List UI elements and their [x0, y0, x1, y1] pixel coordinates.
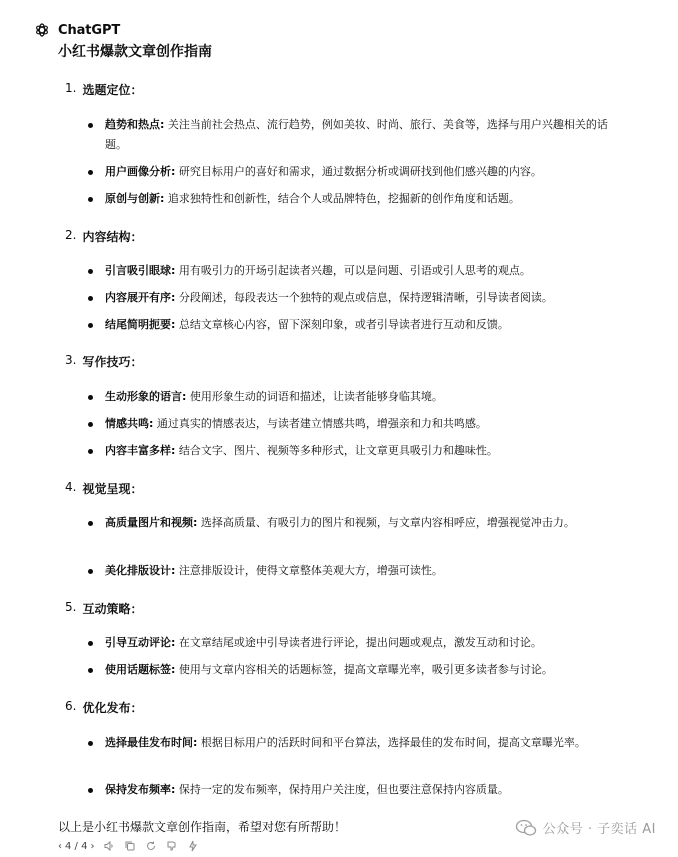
- closing-text: 以上是小红书爆款文章创作指南，希望对您有所帮助！: [58, 820, 347, 834]
- item-label: 原创与创新:: [105, 192, 165, 205]
- item-label: 生动形象的语言:: [105, 390, 187, 403]
- section-content-structure: [65, 228, 625, 245]
- item-text: 注意排版设计，使得文章整体美观大方，增强可读性。: [175, 564, 443, 577]
- list-item: [105, 261, 615, 281]
- item-label: 选择最佳发布时间:: [105, 736, 198, 749]
- section-heading: 视觉呈现：: [82, 482, 143, 496]
- chatgpt-logo-icon: [34, 22, 50, 38]
- item-text: 使用形象生动的词语和描述，让读者能够身临其境。: [186, 390, 443, 403]
- pager-label: 4 / 4: [65, 840, 88, 852]
- response-title: 小红书爆款文章创作指南: [58, 44, 212, 60]
- section-heading: 写作技巧：: [82, 355, 143, 369]
- prev-response-button[interactable]: ‹: [58, 840, 62, 852]
- item-label: 美化排版设计:: [105, 564, 176, 577]
- list-item: [105, 189, 615, 209]
- item-text: 用有吸引力的开场引起读者兴趣，可以是问题、引语或引人思考的观点。: [175, 264, 531, 277]
- item-text: 通过真实的情感表达，与读者建立情感共鸣，增强亲和力和共鸣感。: [153, 417, 487, 430]
- section-number: 6.: [65, 699, 77, 713]
- item-text: 总结文章核心内容，留下深刻印象，或者引导读者进行互动和反馈。: [175, 318, 509, 331]
- response-pager: [58, 841, 94, 852]
- section-number: 5.: [65, 600, 77, 614]
- item-label: 内容展开有序:: [105, 291, 176, 304]
- message-header: [34, 22, 120, 38]
- section-publish-optimization: [65, 699, 625, 716]
- list-item: [105, 561, 615, 581]
- list-item: [105, 387, 615, 407]
- section-number: 2.: [65, 228, 77, 242]
- thumbs-down-icon[interactable]: [166, 840, 178, 852]
- list-item: [105, 315, 615, 335]
- section-heading: 选题定位：: [82, 83, 143, 97]
- item-text: 结合文字、图片、视频等多种形式，让文章更具吸引力和趣味性。: [175, 444, 498, 457]
- item-label: 内容丰富多样:: [105, 444, 176, 457]
- list-item: [105, 115, 615, 155]
- list-item: [105, 414, 615, 434]
- list-item: [105, 441, 615, 461]
- model-switch-icon[interactable]: [187, 840, 199, 852]
- item-label: 高质量图片和视频:: [105, 516, 198, 529]
- item-label: 用户画像分析:: [105, 165, 176, 178]
- section-heading: 互动策略：: [82, 602, 143, 616]
- section-number: 1.: [65, 81, 77, 95]
- section-number: 3.: [65, 353, 77, 367]
- item-text: 关注当前社会热点、流行趋势，例如美妆、时尚、旅行、美食等，选择与用户兴趣相关的话题。: [105, 118, 608, 151]
- item-text: 研究目标用户的喜好和需求，通过数据分析或调研找到他们感兴趣的内容。: [175, 165, 542, 178]
- item-label: 保持发布频率:: [105, 783, 176, 796]
- item-label: 使用话题标签:: [105, 663, 176, 676]
- item-label: 引导互动评论:: [105, 636, 176, 649]
- watermark: [515, 818, 656, 837]
- section-topic-positioning: [65, 81, 625, 98]
- section-visual-presentation: [65, 480, 625, 497]
- section-heading: 优化发布：: [82, 701, 143, 715]
- list-item: [105, 633, 615, 653]
- message-actions: [58, 840, 199, 852]
- item-label: 引言吸引眼球:: [105, 264, 176, 277]
- speaker-icon[interactable]: [103, 840, 115, 852]
- next-response-button[interactable]: ›: [90, 840, 95, 852]
- item-text: 分段阐述，每段表达一个独特的观点或信息，保持逻辑清晰，引导读者阅读。: [175, 291, 553, 304]
- sender-name: ChatGPT: [58, 22, 121, 38]
- wechat-icon: [515, 819, 537, 837]
- list-item: [105, 513, 615, 533]
- item-label: 趋势和热点:: [105, 118, 165, 131]
- section-number: 4.: [65, 480, 77, 494]
- section-writing-skills: [65, 353, 625, 370]
- regenerate-icon[interactable]: [145, 840, 157, 852]
- list-item: [105, 288, 615, 308]
- watermark-text: 公众号 · 子奕话 AI: [542, 822, 656, 837]
- list-item: [105, 162, 615, 182]
- item-label: 情感共鸣:: [105, 417, 154, 430]
- item-text: 追求独特性和创新性，结合个人或品牌特色，挖掘新的创作角度和话题。: [164, 192, 520, 205]
- section-heading: 内容结构：: [82, 230, 143, 244]
- item-text: 在文章结尾或途中引导读者进行评论，提出问题或观点，激发互动和讨论。: [175, 636, 542, 649]
- item-text: 使用与文章内容相关的话题标签，提高文章曝光率，吸引更多读者参与讨论。: [175, 663, 553, 676]
- copy-icon[interactable]: [124, 840, 136, 852]
- section-interaction-strategy: [65, 600, 625, 617]
- list-item: [105, 780, 615, 800]
- list-item: [105, 733, 615, 753]
- item-text: 保持一定的发布频率，保持用户关注度，但也要注意保持内容质量。: [175, 783, 509, 796]
- item-text: 根据目标用户的活跃时间和平台算法，选择最佳的发布时间，提高文章曝光率。: [197, 736, 586, 749]
- item-text: 选择高质量、有吸引力的图片和视频，与文章内容相呼应，增强视觉冲击力。: [197, 516, 575, 529]
- item-label: 结尾简明扼要:: [105, 318, 176, 331]
- list-item: [105, 660, 615, 680]
